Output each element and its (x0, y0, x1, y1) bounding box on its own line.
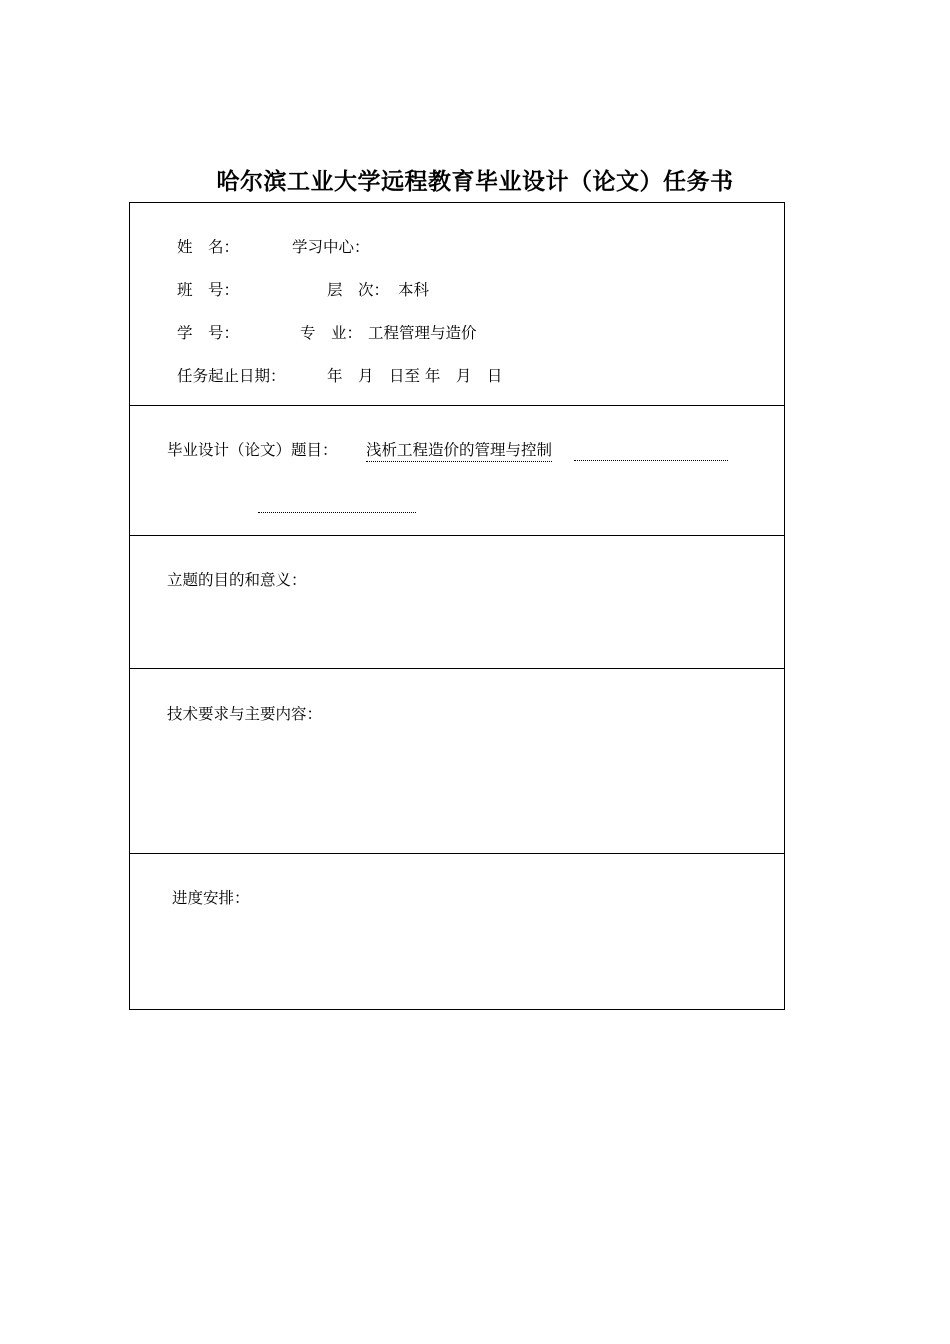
topic-value: 浅析工程造价的管理与控制 (366, 440, 552, 462)
topic-section (130, 406, 784, 536)
student-info-section (130, 203, 784, 405)
name-label: 姓 名： (177, 238, 240, 256)
purpose-label: 立题的目的和意义： (167, 571, 307, 589)
requirements-label: 技术要求与主要内容： (167, 705, 323, 723)
document-title: 哈尔滨工业大学远程教育毕业设计（论文）任务书 (216, 169, 734, 195)
student-id-label: 学 号： (177, 324, 240, 342)
task-period-value: 年 月 日至 年 月 日 (327, 367, 503, 385)
topic-label: 毕业设计（论文）题目： (167, 441, 338, 459)
class-number-label: 班 号： (177, 281, 240, 299)
schedule-label: 进度安排： (172, 889, 250, 907)
major-label: 专 业： (300, 324, 363, 342)
task-form (129, 202, 785, 1010)
topic-underline (574, 460, 728, 461)
purpose-section (130, 536, 784, 668)
major-value: 工程管理与造价 (368, 324, 477, 342)
task-period-label: 任务起止日期： (177, 367, 286, 385)
schedule-section (130, 854, 784, 1009)
level-label: 层 次： (327, 281, 390, 299)
topic-second-line (258, 512, 416, 513)
learning-center-label: 学习中心： (292, 238, 370, 256)
level-value: 本科 (398, 281, 430, 299)
requirements-section (130, 669, 784, 853)
